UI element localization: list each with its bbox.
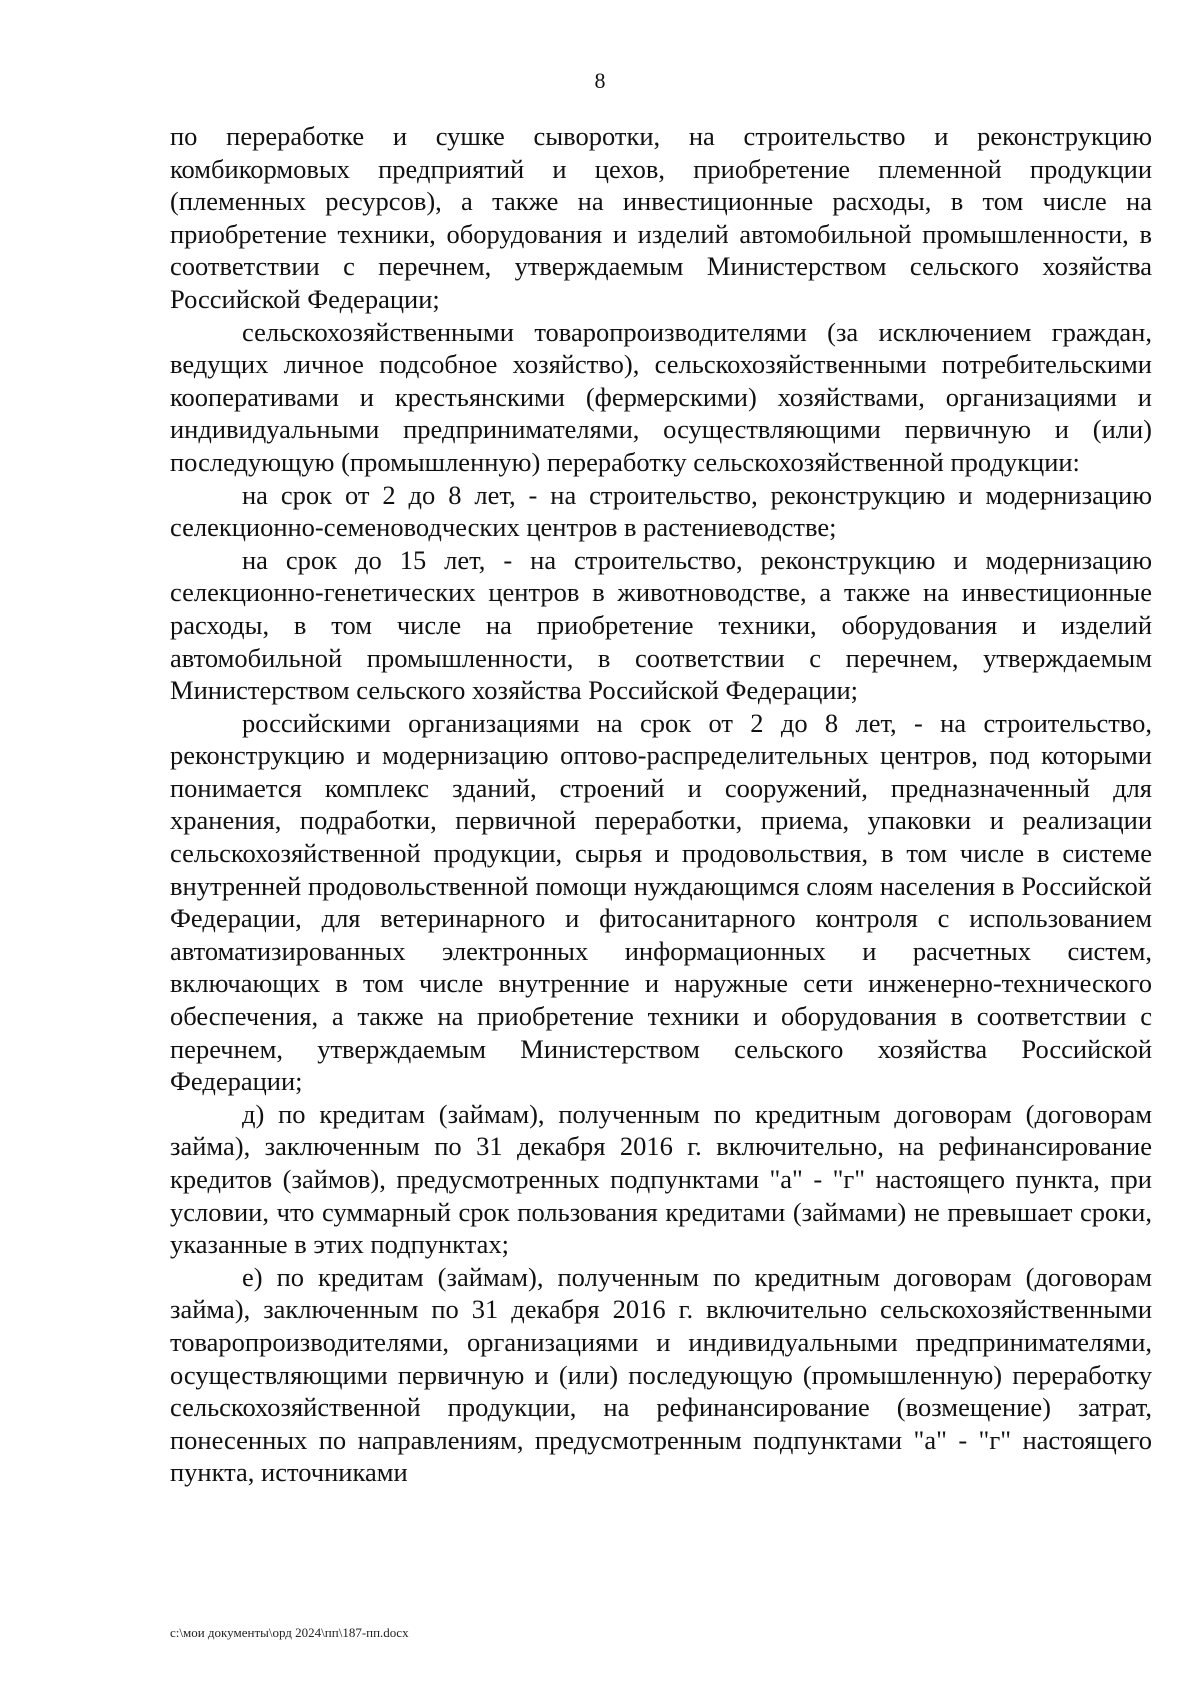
paragraph-subitem-e: е) по кредитам (займам), полученным по кредитным договорам (договорам займа), заключенным по 31 декабря 2016 г. включительно сельскохозяйственными товаропроизводителями, организациями и индивидуальными предпринимателями, осуществляющими первичную и (или) последующую (промышленную) переработку сельскохозяйственной продукции, на рефинансирование (возмещение) затрат, понесенных по направлениям, предусмотренным подпунктами "а" - "г" настоящего пункта, источниками — [170, 1261, 1152, 1488]
page-number: 8 — [594, 68, 606, 93]
paragraph-producers: сельскохозяйственными товаропроизводителями (за исключением граждан, ведущих личное подсобное хозяйство), сельскохозяйственными потребительскими кооперативами и крестьянскими (фермерскими) хозяйствами, организациями и индивидуальными предпринимателями, осуществляющими первичную и (или) последующую (промышленную) переработку сельскохозяйственной продукции: — [170, 316, 1152, 477]
paragraph-genetic-centers: на срок до 15 лет, - на строительство, реконструкцию и модернизацию селекционно-генетических центров в животноводстве, а также на инвестиционные расходы, в том числе на приобретение техники, оборудования и изделий автомобильной промышленности, в соответствии с перечнем, утверждаемым Министерством сельского хозяйства Российской Федерации; — [170, 544, 1152, 706]
paragraph-subitem-d: д) по кредитам (займам), полученным по кредитным договорам (договорам займа), заключенным по 31 декабря 2016 г. включительно, на рефинансирование кредитов (займов), предусмотренных подпунктами "а" - "г" настоящего пункта, при условии, что суммарный срок пользования кредитами (займами) не превышает сроки, указанные в этих подпунктах; — [170, 1098, 1152, 1260]
paragraph-continuation: по переработке и сушке сыворотки, на строительство и реконструкцию комбикормовых предприятий и цехов, приобретение племенной продукции (племенных ресурсов), а также на инвестиционные расходы, в том числе на приобретение техники, оборудования и изделий автомобильной промышленности, в соответствии с перечнем, утверждаемым Министерством сельского хозяйства Российской Федерации; — [170, 121, 1152, 314]
paragraph-seed-centers: на срок от 2 до 8 лет, - на строительство, реконструкцию и модернизацию селекционно-семеноводческих центров в растениеводстве; — [170, 479, 1152, 543]
paragraph-wholesale-centers: российскими организациями на срок от 2 до 8 лет, - на строительство, реконструкцию и модернизацию оптово-распределительных центров, под которыми понимается комплекс зданий, строений и сооружений, предназначенный для хранения, подработки, первичной переработки, приема, упаковки и реализации сельскохозяйственной продукции, сырья и продовольствия, в том числе в системе внутренней продовольственной помощи нуждающимся слоям населения в Российской Федерации, для ветеринарного и фитосанитарного контроля с использованием автоматизированных электронных информационных и расчетных систем, включающих в том числе внутренние и наружные сети инженерно-технического обеспечения, а также на приобретение техники и оборудования в соответствии с перечнем, утверждаемым Министерством сельского хозяйства Российской Федерации; — [170, 707, 1152, 1097]
document-body — [170, 120, 1152, 1489]
footer-file-path: c:\мои документы\орд 2024\пп\187-пп.docx — [170, 1625, 409, 1640]
